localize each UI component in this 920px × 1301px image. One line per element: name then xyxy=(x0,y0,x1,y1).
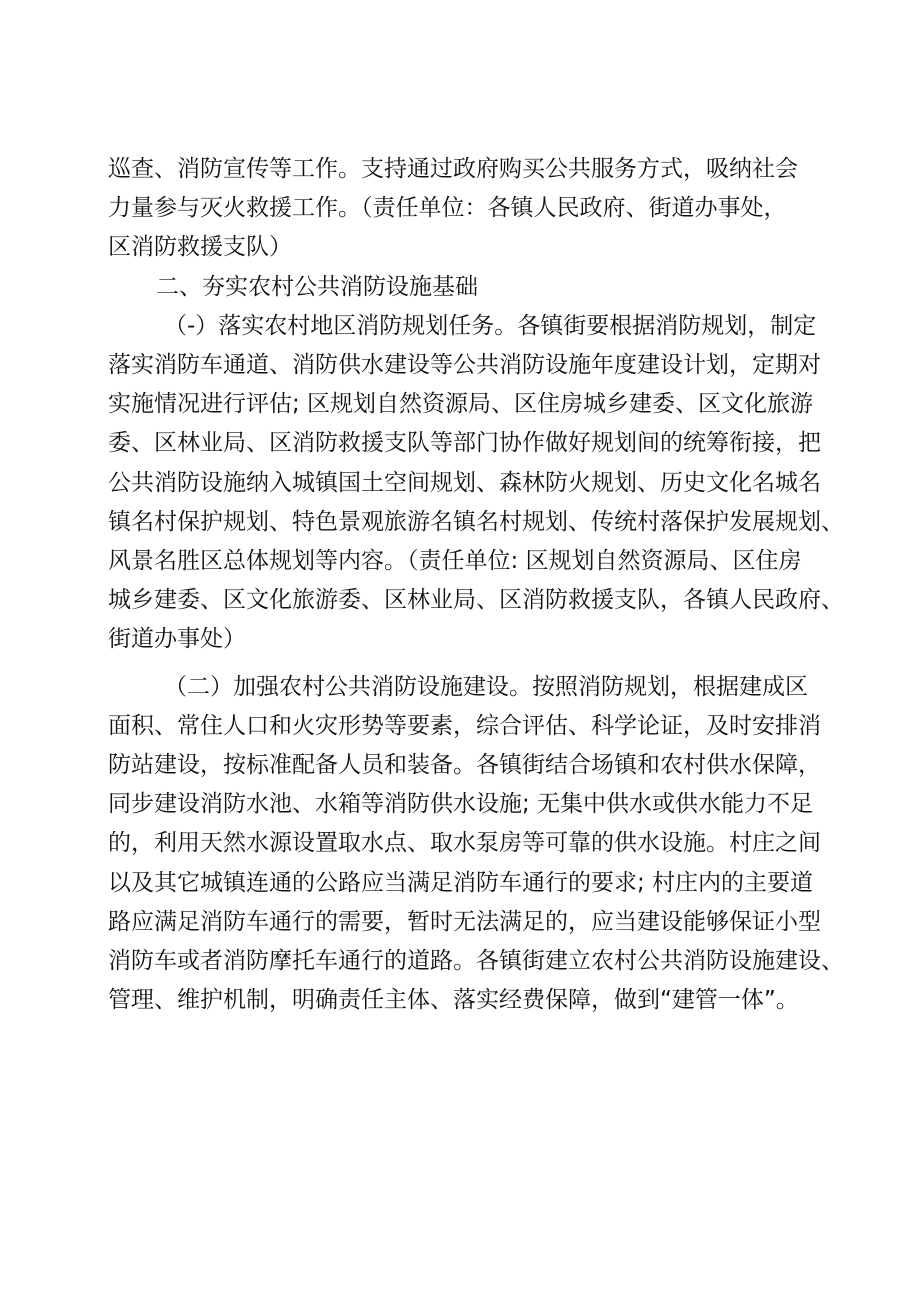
section-heading: 二、夯实农村公共消防设施基础 xyxy=(156,273,478,300)
text-line: 委、区林业局、区消防救援支队等部门协作做好规划间的统筹衔接，把 xyxy=(108,430,821,457)
text-line: 公共消防设施纳入城镇国土空间规划、森林防火规划、历史文化名城名 xyxy=(108,469,821,496)
text-line: 风景名胜区总体规划等内容。（责任单位: 区规划自然资源局、区住房 xyxy=(108,548,802,575)
text-line: 的，利用天然水源设置取水点、取水泵房等可靠的供水设施。村庄之间 xyxy=(108,830,821,857)
text-line: 面积、常住人口和火灾形势等要素，综合评估、科学论证，及时安排消 xyxy=(108,712,821,739)
paragraph-first-line: （二）加强农村公共消防设施建设。按照消防规划，根据建成区 xyxy=(164,673,808,700)
text-line: 巡查、消防宣传等工作。支持通过政府购买公共服务方式，吸纳社会 xyxy=(108,156,798,182)
text-line: 管理、维护机制，明确责任主体、落实经费保障，做到“建管一体”。 xyxy=(108,987,799,1014)
text-line: 同步建设消防水池、水箱等消防供水设施; 无集中供水或供水能力不足 xyxy=(108,791,814,818)
text-line: 消防车或者消防摩托车通行的道路。各镇街建立农村公共消防设施建设、 xyxy=(108,948,844,975)
paragraph-first-line: （-）落实农村地区消防规划任务。各镇街要根据消防规划，制定 xyxy=(164,312,817,339)
text-line: 力量参与灭火救援工作。（责任单位：各镇人民政府、街道办事处， xyxy=(108,195,787,222)
text-line: 区消防救援支队） xyxy=(108,234,292,261)
text-line: 实施情况进行评估; 区规划自然资源局、区住房城乡建委、区文化旅游 xyxy=(108,391,814,418)
text-line: 防站建设，按标准配备人员和装备。各镇街结合场镇和农村供水保障， xyxy=(108,752,821,779)
text-line: 街道办事处） xyxy=(108,626,246,653)
text-line: 落实消防车通道、消防供水建设等公共消防设施年度建设计划，定期对 xyxy=(108,352,821,379)
text-line: 镇名村保护规划、特色景观旅游名镇名村规划、传统村落保护发展规划、 xyxy=(108,508,844,535)
text-line: 路应满足消防车通行的需要，暂时无法满足的，应当建设能够保证小型 xyxy=(108,908,821,935)
text-line: 以及其它城镇连通的公路应当满足消防车通行的要求; 村庄内的主要道 xyxy=(108,869,814,896)
text-line: 城乡建委、区文化旅游委、区林业局、区消防救援支队，各镇人民政府、 xyxy=(108,587,844,614)
